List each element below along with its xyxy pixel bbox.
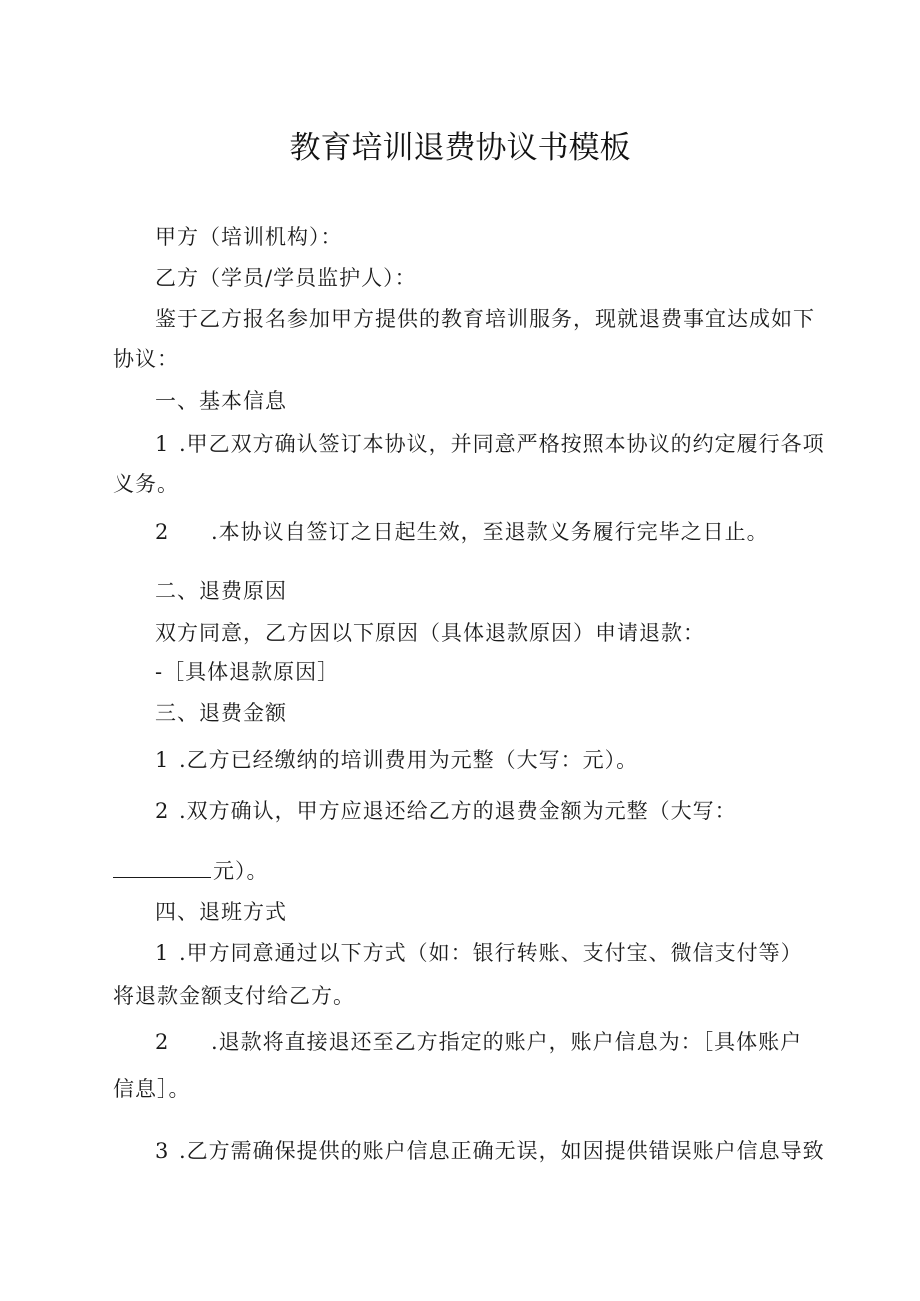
document-title: 教育培训退费协议书模板 [289,130,631,166]
section-4-item-1 [155,939,803,967]
section-2-text: 双方同意，乙方因以下原因（具体退款原因）申请退款： [155,621,705,645]
section-4-heading: 四、退班方式 [155,900,287,924]
preamble-line-1: 鉴于乙方报名参加甲方提供的教育培训服务，现就退费事宜达成如下 [155,307,815,331]
section-1-heading: 一、基本信息 [155,389,287,413]
item-text: .双方确认，甲方应退还给乙方的退费金额为元整（大写： [179,799,737,823]
section-4-item-2 [155,1028,802,1056]
item-text: .甲乙双方确认签订本协议，并同意严格按照本协议的约定履行各项 [179,432,825,456]
item-number: 1 [155,432,170,456]
party-a-line: 甲方（培训机构）： [155,225,343,249]
section-2-heading: 二、退费原因 [155,579,287,603]
item-text: .本协议自签订之日起生效，至退款义务履行完毕之日止。 [211,520,769,544]
preamble-line-2: 协议： [113,347,179,371]
item-number: 3 [155,1139,170,1163]
section-3-heading: 三、退费金额 [155,701,287,725]
item-text: 元）。 [213,859,269,883]
section-2-bullet: -［具体退款原因］ [155,660,340,684]
section-1-item-2 [155,518,769,546]
item-text: .甲方同意通过以下方式（如：银行转账、支付宝、微信支付等） [179,941,803,965]
fill-in-blank [113,857,211,878]
section-4-item-3 [155,1137,825,1165]
section-4-item-1-cont: 将退款金额支付给乙方。 [113,984,355,1008]
item-text: .乙方需确保提供的账户信息正确无误，如因提供错误账户信息导致 [179,1139,825,1163]
section-1-item-1 [155,430,825,458]
item-number: 2 [155,520,170,544]
section-1-item-1-cont: 义务。 [113,472,179,496]
item-number: 1 [155,748,170,772]
item-number: 1 [155,941,170,965]
item-text: .乙方已经缴纳的培训费用为元整（大写：元）。 [179,748,639,772]
item-number: 2 [155,1030,170,1054]
party-b-line: 乙方（学员/学员监护人）： [155,266,417,290]
section-3-item-1 [155,746,638,774]
section-4-item-2-cont: 信息］。 [113,1077,191,1101]
section-3-item-2-cont [113,857,269,885]
item-text: .退款将直接退还至乙方指定的账户，账户信息为：［具体账户 [211,1030,803,1054]
item-number: 2 [155,799,170,823]
section-3-item-2 [155,797,737,825]
